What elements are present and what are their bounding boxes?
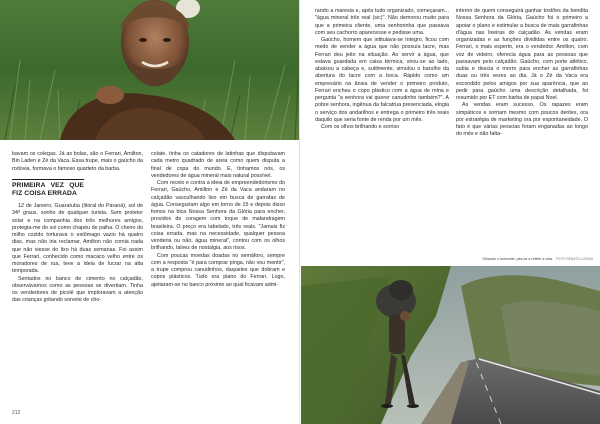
photo-credit: FOTO: RENATO LUSSKA: [555, 257, 593, 261]
page-number: 212: [12, 410, 21, 416]
paragraph: Com poucas moedas doadas no semáforo, sempre com a resposta "é para comprar pinga, não vou mentir", a trupe comprou canudinhos, daqueles que dobram e copos plásticos. Tudo era plano do Ferrari. Logo, ajeitaram-se no banco próximo ao qual ficavam admi-: [151, 252, 285, 288]
section-heading: PRIMEIRA VEZ QUE FIZ COISA ERRADA: [12, 179, 84, 198]
paragraph: Com os olhos brilhando e sorriso: [321, 124, 400, 130]
paragraph: bavam os colegas. Já as bolas, são o Ferrari, Amilton, Bin Laden e Zé da Vaca. Essa trupe, mais o gaúcho da rodovia, formava o famoso quarteto da barba.: [12, 151, 143, 172]
paragraph: Sentados no banco de cimento no calçadão, observávamos como as pessoas se divertiam. Tinha os vendedores de picolé que imploravam a atenção das crianças gritando sorvete de cho-: [12, 275, 143, 304]
paragraph: 12 de Janeiro, Guaratuba (litoral do Paraná), sol de 34º graus, sonho de qualquer turista. Sem protetor solar e na companhia dos três melhores amigos, protegia-me do sol como chapéu de palha. O cheiro do milho cozido torturava o estômago vazio há quatro dias, mas não iria reclamar, Amilton não comia nada que não viesse do lixo há duas semanas. Foi assim que Ferrari, conhecido como macaco velho entre os moradores de rua, teve a ideia de lucrar na alta temporada.: [12, 203, 143, 275]
photo-man-on-road: [301, 266, 600, 424]
photo-man-in-grass: [0, 0, 300, 140]
man-road-image: [301, 266, 600, 424]
right-column-2: [456, 8, 588, 139]
paragraph: rando a maresia e, após tudo organizado, começaram... "água mineral três real (sic)". Não demorou muito para que a primeira cliente, uma senhorinha que passava com seu cachorro aparecesse e pedisse uma.: [315, 8, 449, 36]
photo-caption: [395, 257, 593, 261]
right-column-1: [315, 8, 449, 131]
paragraph: colate, tinha os catadores de latinhas que disputavam cada metro quadrado de areia como quem disputa a final de copa do mundo. E, tínhamos nós, os vendedores de água mineral mais natural possível.: [151, 151, 285, 179]
paragraph: As vendas eram sucesso. Os rapazes eram simpáticos e sorriam mesmo com poucos dentes, ora por estratégia de marketing ora por espontaneidade. O fato é que várias pessoas foram enganadas ao longo do mês e não falta-: [456, 102, 588, 138]
man-grass-image: [0, 0, 300, 140]
left-column-2: [151, 151, 285, 289]
paragraph: interno de quem conseguirá ganhar tostões da bendita Nossa Senhora da Glória, Gaúcho foi o primeiro a apoiar o plano e estimular a busca de mais garrafinhas d'água nas lixeiras do calçadão. As vendas eram organizadas e as funções divididas entre os quatro. Ferrari, o mais esperto, era o vendedor. Amilton, com voz de videiro, oferecia água para as pessoas que passavam pelo calçadão. Gaúcho, com porte atlético, subia e descia o morro para encher as garrafinhas duas ou três vezes ao dia. Já o Zé da Vaca era escondido pelos amigos por sua aparência, que ao pedir para gaúcho uma descrição detalhada, foi resumido por ET com barba de papai Noel.: [456, 8, 588, 101]
paragraph: Gaúcho, homem que intitulava-se íntegro, ficou com medo de vender a água que não possuía lacre, mas Ferrari deu jeito na situação. Ao servir a água, que estava guardada em caixa térmica, virou-se ao lado, abaixou a cabeça e, sutilmente, simulou o barulho da abertura do lacre com a boca. Rápido como um empresário na ânsia de vender o primeiro produto, Ferrari encheu o copo plástico com a água de mina e pergunta "a senhora vai querer canudinho também?". A pobre senhora, ingênua da falcatrua presenciada, elogia o serviço dos andarilhos e entrega o primeiro três reais daquilo que seria fonte de renda por um mês.: [315, 37, 449, 123]
left-column-1: [12, 151, 143, 305]
paragraph: Com receio e contra a ideia de empreendedorismo do Ferrari, Gaúcho, Amilton e Zé da Vaca andaram no calçadão vasculhando lixo em busca de garrafas de água. Conseguiram algo em torno de 15 e depois disso fomos na bica Nossa Senhora da Glória para encher, providos de coragem com toque de malandragem brasileira. O preço era tabelado, três reais. "Jamais fiz coisa errada, mas na necessidade, qualquer pessoa venderia ou não, água mineral", contou com os olhos brilhando, talvez de nostalgia, aos risos.: [151, 180, 285, 252]
caption-text: Olhando o horizonte, pés-se a refletir a vida.: [482, 257, 553, 261]
